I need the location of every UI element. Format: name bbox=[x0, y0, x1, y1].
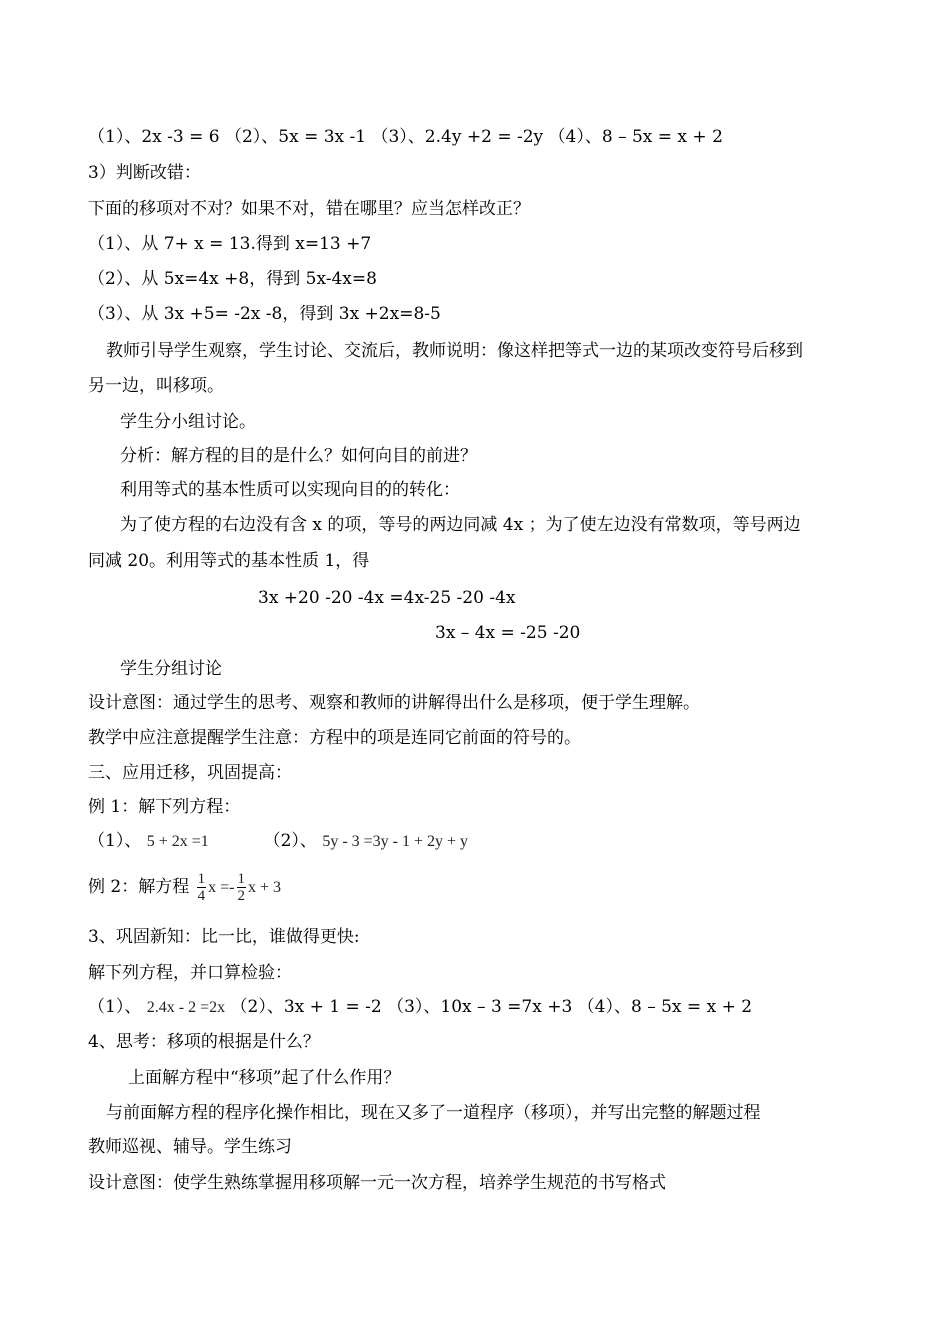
group-discussion-line2: 学生分组讨论 bbox=[120, 659, 222, 679]
equation-step1: 3x +20 -20 -4x =4x-25 -20 -4x bbox=[258, 588, 516, 608]
think-question: 上面解方程中“移项”起了什么作用？ bbox=[128, 1068, 401, 1088]
practice-label-1: （1）、 bbox=[88, 997, 142, 1017]
teacher-explanation-line2: 另一边，叫移项。 bbox=[88, 376, 224, 396]
design-intent-1: 设计意图：通过学生的思考、观察和教师的讲解得出什么是移项，便于学生理解。 bbox=[88, 693, 700, 713]
practice-rest: （2）、3x + 1 = -2 （3）、10x – 3 =7x +3 （4）、8 – 5x = x + 2 bbox=[230, 997, 753, 1017]
section-judge-correct: 3）判断改错： bbox=[88, 163, 201, 183]
question-line: 下面的移项对不对？如果不对，错在哪里？应当怎样改正？ bbox=[88, 199, 530, 219]
reasoning-line2: 同减 20。利用等式的基本性质 1，得 bbox=[88, 551, 370, 571]
example1-heading: 例 1：解下列方程： bbox=[88, 797, 241, 817]
example1-label-2: （2）、 bbox=[263, 831, 317, 851]
practice-equations bbox=[88, 996, 752, 1019]
example1-eq-2: 5y - 3 =3y - 1 + 2y + y bbox=[322, 833, 469, 850]
example1-eq-1: 5 + 2x =1 bbox=[146, 833, 209, 850]
fraction-one-half bbox=[237, 871, 247, 904]
example1-label-1: （1）、 bbox=[88, 831, 142, 851]
section-three-heading: 三、应用迁移，巩固提高： bbox=[88, 763, 292, 783]
teacher-explanation-line1: 教师引导学生观察，学生讨论、交流后，教师说明：像这样把等式一边的某项改变符号后移到 bbox=[106, 341, 803, 361]
analysis-line: 分析：解方程的目的是什么？如何向目的前进？ bbox=[120, 446, 477, 466]
fraction-one-quarter bbox=[197, 871, 207, 904]
example2-label: 例 2：解方程 bbox=[88, 877, 190, 897]
equation-step2: 3x – 4x = -25 -20 bbox=[435, 623, 581, 643]
group-discussion-line: 学生分小组讨论。 bbox=[120, 412, 256, 432]
example2-line bbox=[88, 870, 281, 905]
consolidate-heading: 3、巩固新知：比一比，谁做得更快: bbox=[88, 927, 360, 947]
fraction-denominator: 2 bbox=[237, 888, 245, 904]
fraction-denominator: 4 bbox=[197, 888, 206, 904]
practice-eq-1: 2.4x - 2 =2x bbox=[146, 999, 226, 1016]
judge-item-2: （2）、从 5x=4x +8，得到 5x-4x=8 bbox=[88, 269, 377, 289]
judge-item-1: （1）、从 7+ x = 13.得到 x=13 +7 bbox=[88, 234, 372, 254]
exercise-equations-line: （1）、2x -3 = 6 （2）、5x = 3x -1 （3）、2.4y +2 = -2y （4）、8 – 5x = x + 2 bbox=[88, 127, 723, 147]
think-heading: 4、思考：移项的根据是什么？ bbox=[88, 1032, 320, 1052]
property-line: 利用等式的基本性质可以实现向目的的转化： bbox=[120, 480, 460, 500]
fraction-numerator: 1 bbox=[237, 871, 245, 887]
reasoning-line1: 为了使方程的右边没有含 x 的项，等号的两边同减 4x ；为了使左边没有常数项，等号两边 bbox=[120, 515, 801, 535]
fraction-numerator: 1 bbox=[197, 871, 206, 887]
design-intent-2: 设计意图：使学生熟练掌握用移项解一元一次方程，培养学生规范的书写格式 bbox=[88, 1173, 666, 1193]
practice-instruction: 解下列方程，并口算检验： bbox=[88, 963, 292, 983]
procedure-line: 与前面解方程的程序化操作相比，现在又多了一道程序（移项），并写出完整的解题过程 bbox=[106, 1103, 761, 1123]
judge-item-3: （3）、从 3x +5= -2x -8，得到 3x +2x=8-5 bbox=[88, 304, 441, 324]
teaching-note: 教学中应注意提醒学生注意：方程中的项是连同它前面的符号的。 bbox=[88, 728, 581, 748]
teacher-tour-line: 教师巡视、辅导。学生练习 bbox=[88, 1137, 292, 1157]
example2-middle: x =- bbox=[208, 879, 235, 896]
example1-equations bbox=[88, 830, 468, 853]
example2-tail: x + 3 bbox=[248, 879, 282, 896]
